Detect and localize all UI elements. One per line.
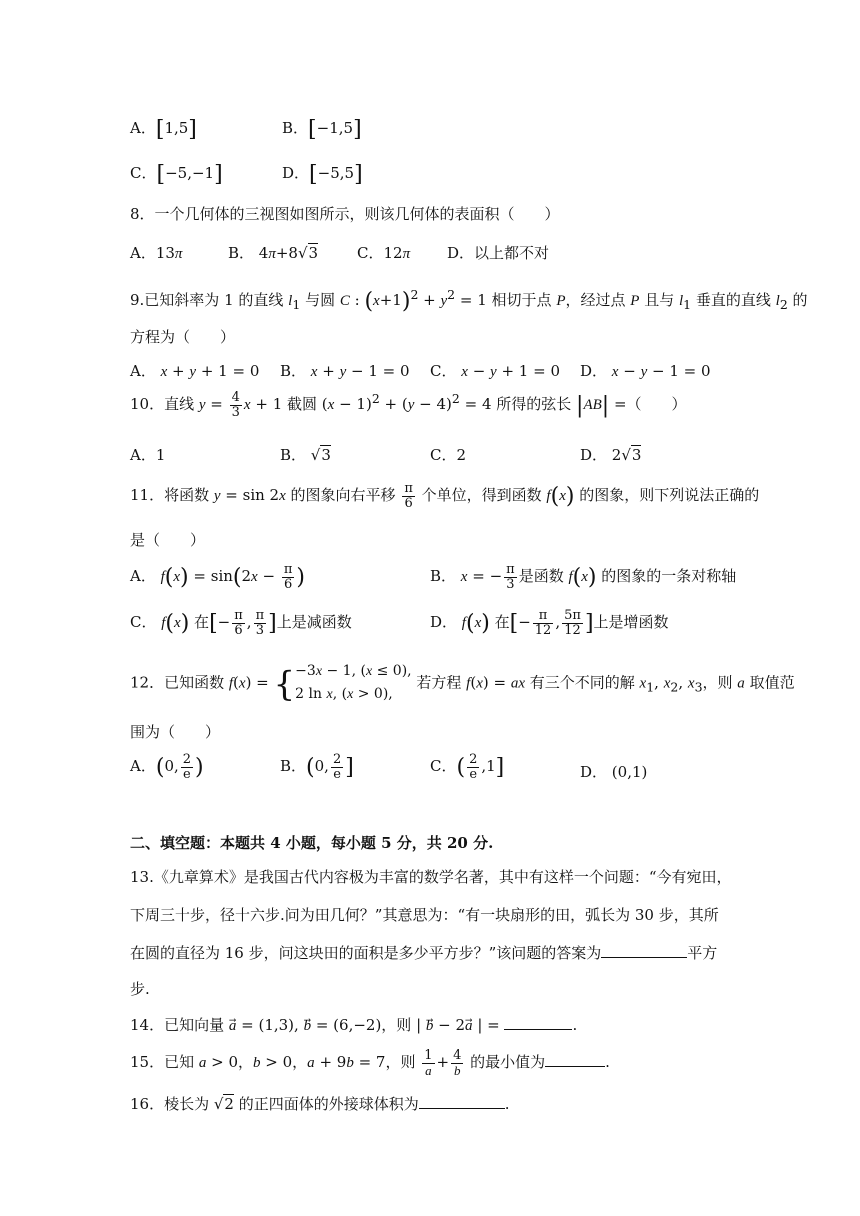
q9-option-C: C． x − y + 1 = 0 <box>430 362 560 380</box>
q11-stem-line1: 11．将函数 y = sin 2x 的图象向右平移 $\frac{\pi}{6}$ 个单位，得到函数 f(x) 的图象，则下列说法正确的 <box>130 481 760 511</box>
q11-option-D: D． f(x) 在[− $\frac{\pi}{12}$ , $\frac{5\pi}{12}$ ]上是增函数 <box>430 608 669 638</box>
q11-option-A: A． f(x) = sin(2x − $\frac{\pi}{6}$ ) <box>130 562 305 592</box>
q13-line2: 下周三十步，径十六步.问为田几何？”其意思为：“有一块扇形的田，弧长为 30 步，其所 <box>130 906 719 924</box>
q10-option-C: C．2 <box>430 446 467 464</box>
q13-line3-text: 在圆的直径为 16 步，问这块田的面积是多少平方步？”该问题的答案为 <box>130 944 602 962</box>
q15-answer-blank[interactable] <box>545 1052 605 1067</box>
q13-line1: 13.《九章算术》是我国古代内容极为丰富的数学名著，其中有这样一个问题：“今有宛田， <box>130 868 732 886</box>
q7-option-A: A．[1,5] <box>130 117 197 142</box>
q8-option-D: D．以上都不对 <box>447 244 550 262</box>
q12-option-D: D． (0,1) <box>580 763 648 781</box>
q7-option-D: D．[−5,5] <box>282 162 363 187</box>
q8-option-A: A．13π <box>130 244 183 262</box>
q15-stem: 15．已知 a > 0，b > 0，a + 9b = 7，则 $\frac{1}{a}$ + $\frac{4}{b}$ 的最小值为 . <box>130 1048 610 1078</box>
q9-stem-line2: 方程为（ ） <box>130 328 236 346</box>
q7-option-B: B．[−1,5] <box>282 117 362 142</box>
q12-option-C: C．( $\frac{2}{e}$ ,1] <box>430 752 505 782</box>
q10-stem: 10．直线 y = $\frac{4}{3}$ x + 1 截圆 $(x - 1)^2 + (y - 4)^2 = 4$ 所得的弦长 |AB| =（ ） <box>130 390 687 420</box>
q13-line3 <box>130 942 717 963</box>
q9-option-A: A． x + y + 1 = 0 <box>130 362 260 380</box>
q9-option-D: D． x − y − 1 = 0 <box>580 362 711 380</box>
q12-stem-line1: 12．已知函数 f(x) = {−3x − 1, (x ≤ 0), 2 ln x, (x > 0), 若方程 f(x) = ax 有三个不同的解 $x_1$, $x_2$, $x_3$，则 a 取值范 <box>130 663 795 705</box>
q10-option-A: A．1 <box>130 446 166 464</box>
q8-stem: 8．一个几何体的三视图如图所示，则该几何体的表面积（ ） <box>130 205 560 223</box>
q11-option-C: C． f(x) 在[− $\frac{\pi}{6}$ , $\frac{\pi}{3}$ ]上是减函数 <box>130 608 352 638</box>
q9-stem-line1: 9.已知斜率为 1 的直线 $l_1$ 与圆 C : $(x+1)^2 + y^2 = 1$ 相切于点 P，经过点 P 且与 $l_1$ 垂直的直线 $l_2$ 的 <box>130 287 808 314</box>
q7-option-C: C．[−5,−1] <box>130 162 223 187</box>
q10-option-D: D． 2√3 <box>580 446 642 464</box>
q16-stem: 16．棱长为 √2 的正四面体的外接球体积为 . <box>130 1095 510 1113</box>
q11-option-B: B． x = − $\frac{\pi}{3}$ 是函数 f(x) 的图象的一条对称轴 <box>430 562 737 592</box>
q13-answer-blank[interactable] <box>601 943 687 958</box>
q10-option-B: B． √3 <box>280 446 331 464</box>
q12-option-B: B．(0, $\frac{2}{e}$ ] <box>280 752 354 782</box>
section-fill-in-heading: 二、填空题：本题共 4 小题，每小题 5 分，共 20 分. <box>130 834 494 852</box>
q14-answer-blank[interactable] <box>504 1015 572 1030</box>
q13-line3-end: 平方 <box>687 944 718 962</box>
q9-option-B: B． x + y − 1 = 0 <box>280 362 410 380</box>
q12-option-A: A．(0, $\frac{2}{e}$ ) <box>130 752 204 782</box>
q16-answer-blank[interactable] <box>419 1094 505 1109</box>
q8-option-B: B． 4π+8√3 <box>228 244 319 262</box>
q13-line4: 步. <box>130 980 150 998</box>
q14-stem: 14．已知向量 a⃗ = (1,3), b⃗ = (6,−2)，则 | b⃗ − 2a⃗ | = . <box>130 1016 578 1034</box>
q12-stem-line2: 围为（ ） <box>130 723 221 741</box>
q8-option-C: C．12π <box>357 244 411 262</box>
q11-stem-line2: 是（ ） <box>130 531 206 549</box>
